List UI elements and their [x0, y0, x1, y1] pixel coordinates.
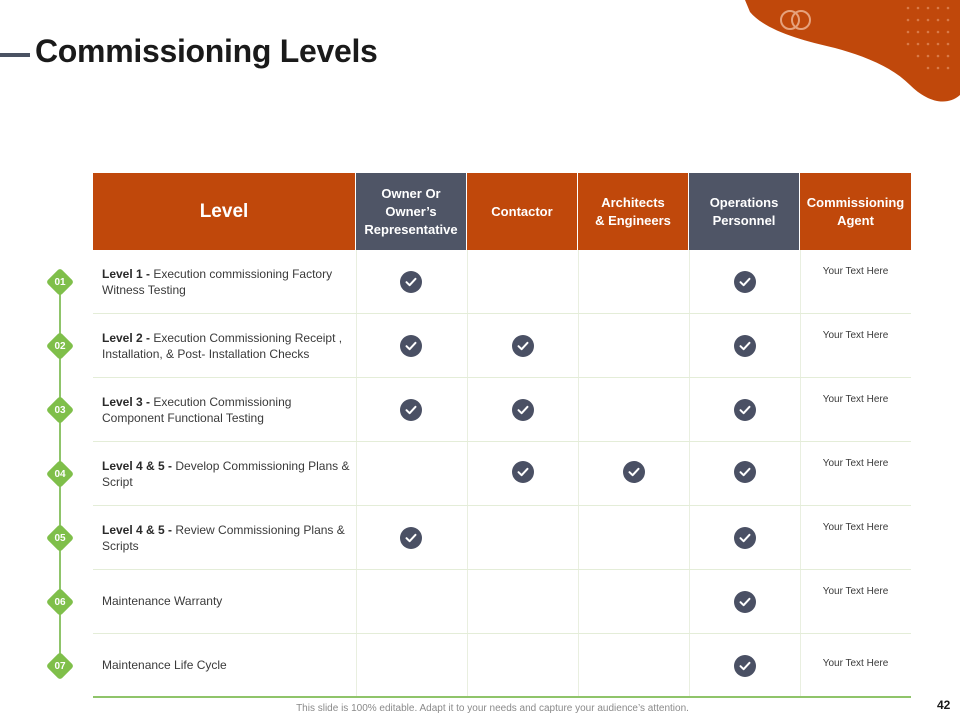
level-description [102, 593, 352, 609]
step-number: 07 [54, 660, 66, 672]
footer-note: This slide is 100% editable. Adapt it to your needs and capture your audience’s attention. [296, 703, 689, 714]
table-row [93, 314, 911, 378]
header-owner-or: Owner Or Owner’s Representative [356, 173, 466, 250]
check-icon [734, 271, 756, 293]
table-row [93, 634, 911, 698]
check-icon [734, 461, 756, 483]
step-number: 01 [54, 276, 66, 288]
check-icon [512, 399, 534, 421]
step-number: 06 [54, 596, 66, 608]
header-level: Level [93, 173, 355, 250]
header-architects: Architects & Engineers [578, 173, 688, 250]
level-text: Review Commissioning Plans & Scripts [102, 523, 345, 553]
step-number: 05 [54, 532, 66, 544]
agent-note: Your Text Here [822, 458, 889, 469]
level-description [102, 522, 352, 554]
level-label: Level 1 - [102, 267, 154, 281]
check-icon [400, 335, 422, 357]
step-number: 03 [54, 404, 66, 416]
check-icon [512, 461, 534, 483]
page-title: Commissioning Levels [35, 33, 378, 69]
level-description [102, 330, 352, 362]
agent-note: Your Text Here [822, 522, 889, 533]
check-icon [623, 461, 645, 483]
level-text: Execution commissioning Factory Witness Testing [102, 267, 333, 297]
check-icon [400, 399, 422, 421]
check-icon [734, 591, 756, 613]
header-operations: Operations Personnel [689, 173, 799, 250]
agent-note: Your Text Here [822, 266, 889, 277]
header-contactor: Contactor [467, 173, 577, 250]
title-accent-bar [0, 53, 30, 57]
check-icon [400, 527, 422, 549]
check-icon [734, 527, 756, 549]
table-row [93, 250, 911, 314]
step-number: 02 [54, 340, 66, 352]
level-description [102, 458, 352, 490]
level-label: Level 3 - [102, 395, 154, 409]
level-text: Execution Commissioning Component Functional Testing [102, 395, 292, 425]
level-description [102, 266, 352, 298]
level-text: Maintenance Life Cycle [102, 658, 227, 672]
level-text: Develop Commissioning Plans & Script [102, 459, 350, 489]
check-icon [734, 655, 756, 677]
page-number: 42 [937, 698, 951, 712]
check-icon [734, 335, 756, 357]
level-description [102, 394, 352, 426]
table-bottom-rule [93, 696, 911, 698]
agent-note: Your Text Here [822, 330, 889, 341]
agent-note: Your Text Here [822, 394, 889, 405]
check-icon [734, 399, 756, 421]
step-number: 04 [54, 468, 66, 480]
level-label: Level 4 & 5 - [102, 459, 176, 473]
table-row [93, 378, 911, 442]
level-text: Execution Commissioning Receipt , Installation, & Post- Installation Checks [102, 331, 343, 361]
level-label: Level 2 - [102, 331, 154, 345]
level-text: Maintenance Warranty [102, 594, 223, 608]
table-row [93, 442, 911, 506]
table-row [93, 570, 911, 634]
level-label: Level 4 & 5 - [102, 523, 176, 537]
check-icon [512, 335, 534, 357]
table-row [93, 506, 911, 570]
agent-note: Your Text Here [822, 586, 889, 597]
agent-note: Your Text Here [822, 658, 889, 669]
check-icon [400, 271, 422, 293]
decorative-blob [740, 0, 960, 105]
level-description [102, 657, 352, 673]
header-commissioning: Commissioning Agent [800, 173, 911, 250]
